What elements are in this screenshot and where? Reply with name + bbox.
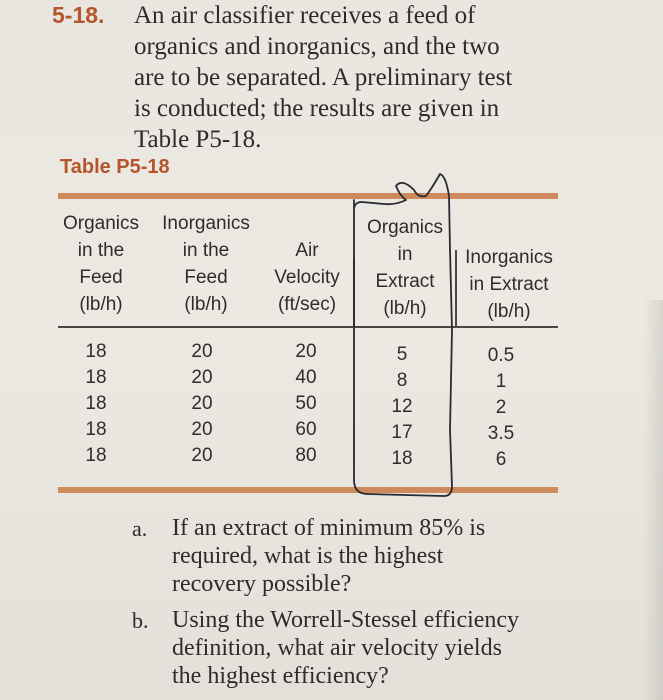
table-title: Table P5-18 (60, 156, 170, 178)
problem-number: 5-18. (52, 2, 105, 28)
table-cell: 18 (85, 367, 107, 388)
table-cell: 20 (191, 419, 213, 440)
table-cell: 18 (391, 448, 413, 469)
table-cell: 17 (391, 422, 413, 443)
table-cell: 20 (295, 341, 317, 362)
table-cell: 8 (396, 370, 408, 391)
question-line: If an extract of minimum 85% is (172, 515, 486, 541)
table-cell: 2 (495, 397, 507, 418)
table-cell: 18 (85, 393, 107, 414)
header-air-velocity: Air Velocity (ft/sec) (274, 240, 340, 315)
problem-line: An air classifier receives a feed of (134, 2, 476, 29)
table-cell: 5 (396, 344, 408, 365)
header-organics-feed: Organics in the Feed (lb/h) (62, 213, 140, 315)
question-b-label: b. (132, 608, 149, 633)
table-cell: 3.5 (487, 423, 515, 444)
table-cell: 12 (391, 396, 413, 417)
problem-line: are to be separated. A preliminary test (134, 64, 513, 91)
question-line: required, what is the highest (172, 543, 444, 569)
problem-line: is conducted; the results are given in (134, 95, 500, 122)
table-cell: 20 (191, 393, 213, 414)
table-cell: 1 (495, 371, 507, 392)
table-cell: 60 (295, 419, 317, 440)
header-organics-extract: Organics in Extract (lb/h) (366, 217, 444, 319)
table-cell: 18 (85, 419, 107, 440)
question-line: the highest efficiency? (172, 663, 389, 689)
table-cell: 20 (191, 445, 213, 466)
table-cell: 80 (295, 445, 317, 466)
question-line: recovery possible? (172, 571, 352, 597)
pen-box-stroke (354, 174, 452, 496)
table-cell: 6 (495, 449, 507, 470)
table-cell: 18 (85, 445, 107, 466)
header-inorganics-extract: Inorganics in Extract (lb/h) (465, 247, 553, 322)
header-inorganics-feed: Inorganics in the Feed (lb/h) (162, 213, 250, 315)
table-cell: 20 (191, 341, 213, 362)
problem-line: Table P5-18. (134, 126, 262, 153)
table-cell: 18 (85, 341, 107, 362)
table-cell: 0.5 (487, 345, 515, 366)
table-cell: 20 (191, 367, 213, 388)
table-cell: 40 (295, 367, 317, 388)
problem-line: organics and inorganics, and the two (134, 33, 500, 60)
question-b (172, 606, 519, 690)
table-cell: 50 (295, 393, 317, 414)
question-a (172, 514, 485, 598)
page-edge-shadow (643, 300, 663, 700)
question-line: Using the Worrell-Stessel efficiency (172, 607, 520, 633)
question-line: definition, what air velocity yields (172, 635, 502, 661)
question-a-label: a. (132, 516, 148, 541)
